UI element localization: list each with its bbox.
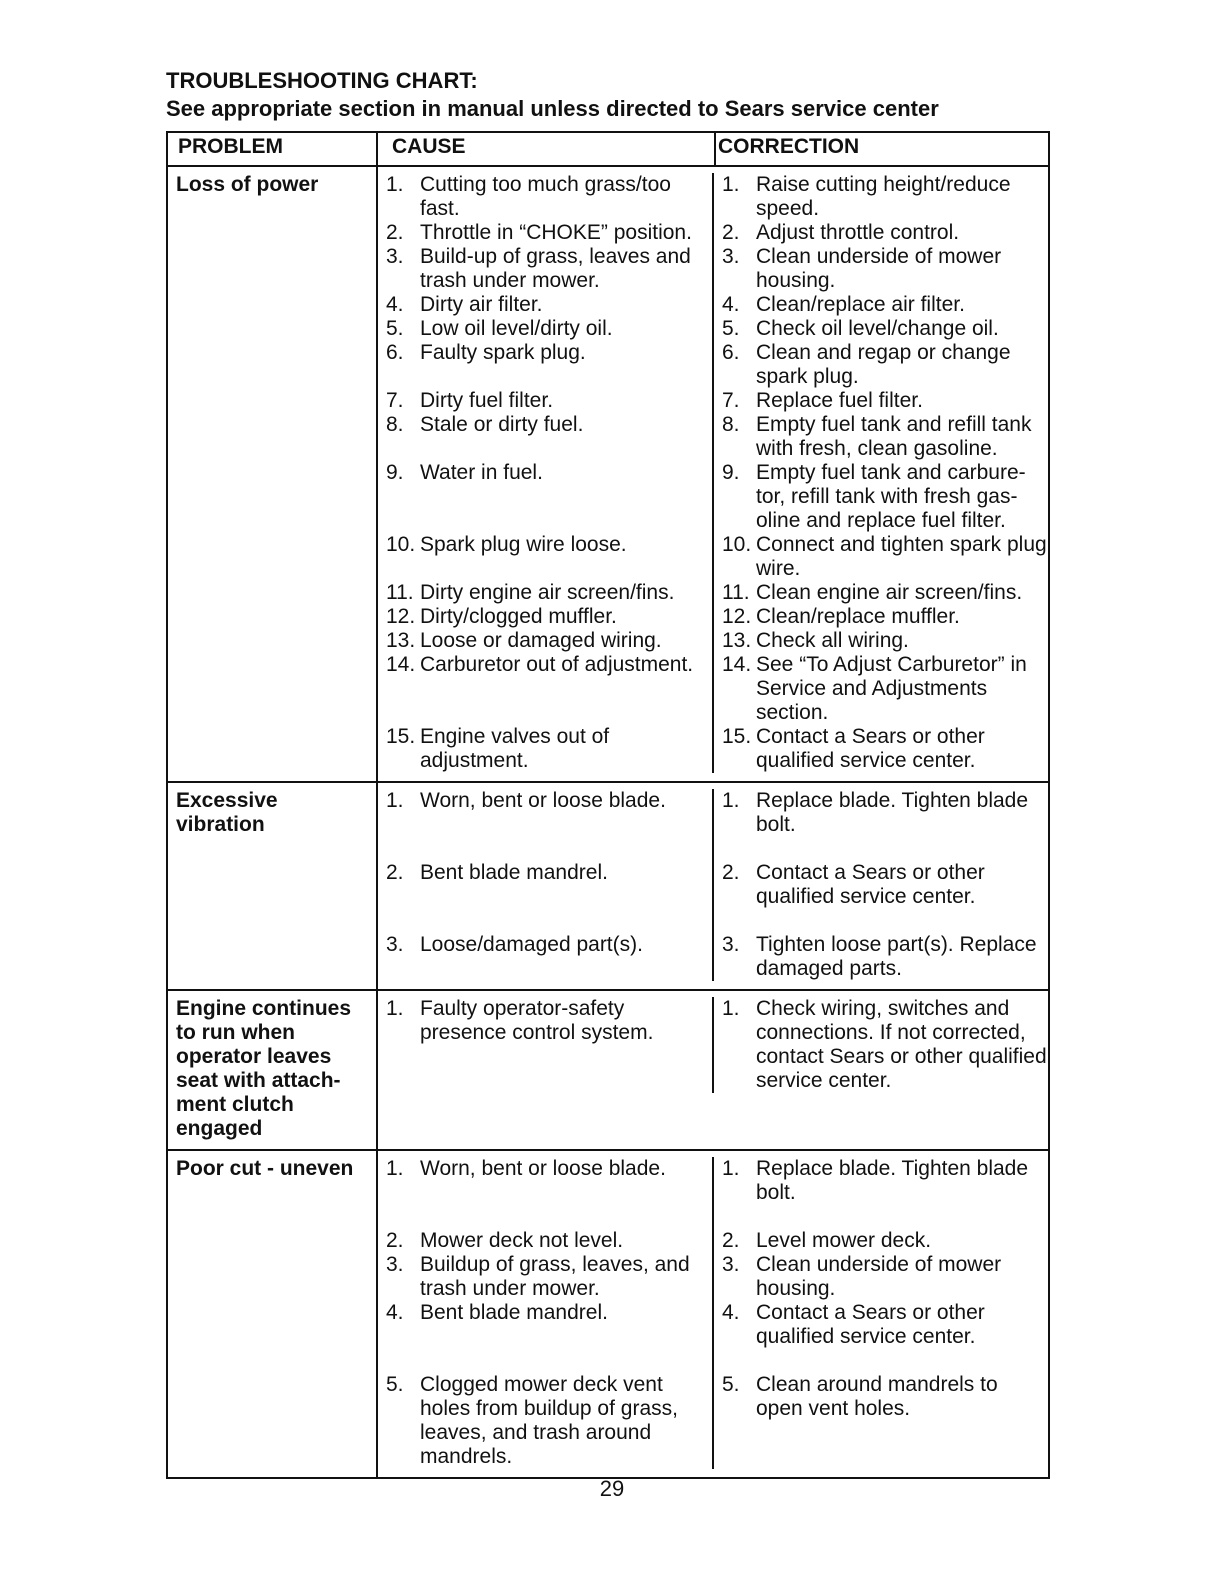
correction-text: Level mower deck. bbox=[756, 1229, 932, 1252]
correction-text: Tighten loose part(s). Replace damaged parts. bbox=[756, 933, 1037, 980]
cause-item bbox=[378, 861, 714, 909]
item-grid bbox=[378, 1157, 1048, 1469]
cause-item bbox=[378, 221, 714, 245]
header-correction: CORRECTION bbox=[715, 132, 1049, 166]
correction-item bbox=[714, 173, 1048, 221]
correction-item bbox=[714, 293, 1048, 317]
correction-item bbox=[714, 1373, 1048, 1469]
correction-text: Clean/replace muffler. bbox=[756, 605, 960, 628]
item-number: 3. bbox=[386, 933, 404, 956]
item-number: 12. bbox=[386, 605, 416, 628]
spacer bbox=[714, 837, 1048, 861]
item-number: 4. bbox=[722, 293, 740, 316]
cause-correction-cell bbox=[377, 782, 1049, 990]
correction-item bbox=[714, 725, 1048, 773]
correction-text: Contact a Sears or other qualified service center. bbox=[756, 861, 985, 908]
correction-item bbox=[714, 341, 1048, 389]
correction-text: Empty fuel tank and refill tank with fresh, clean gasoline. bbox=[756, 413, 1032, 460]
correction-text: Raise cutting height/reduce speed. bbox=[756, 173, 1011, 220]
item-number: 12. bbox=[722, 605, 752, 628]
cause-item bbox=[378, 933, 714, 981]
correction-item bbox=[714, 533, 1048, 581]
correction-text: Adjust throttle control. bbox=[756, 221, 960, 244]
cause-text: Mower deck not level. bbox=[420, 1229, 624, 1252]
header-problem: PROBLEM bbox=[167, 132, 377, 166]
cause-item bbox=[378, 1373, 714, 1469]
item-number: 3. bbox=[722, 245, 740, 268]
correction-item bbox=[714, 317, 1048, 341]
cause-text: Bent blade mandrel. bbox=[420, 861, 608, 884]
cause-text: Cutting too much grass/too fast. bbox=[420, 173, 671, 220]
item-number: 3. bbox=[386, 1253, 404, 1276]
item-number: 8. bbox=[386, 413, 404, 436]
cause-item bbox=[378, 1157, 714, 1205]
item-number: 10. bbox=[386, 533, 416, 556]
item-number: 2. bbox=[722, 861, 740, 884]
cause-text: Faulty operator-safety presence control system. bbox=[420, 997, 654, 1044]
chart-title: TROUBLESHOOTING CHART: bbox=[166, 68, 478, 93]
correction-item bbox=[714, 653, 1048, 725]
item-number: 2. bbox=[386, 221, 404, 244]
item-number: 8. bbox=[722, 413, 740, 436]
item-number: 4. bbox=[386, 293, 404, 316]
cause-item bbox=[378, 997, 714, 1093]
cause-item bbox=[378, 389, 714, 413]
cause-text: Worn, bent or loose blade. bbox=[420, 789, 666, 812]
cause-text: Dirty fuel filter. bbox=[420, 389, 554, 412]
cause-item bbox=[378, 605, 714, 629]
cause-item bbox=[378, 317, 714, 341]
problem-cell: Engine continues to run when operator leaves seat with attach-ment clutch engaged bbox=[167, 990, 377, 1150]
spacer bbox=[378, 837, 714, 861]
cause-text: Bent blade mandrel. bbox=[420, 1301, 608, 1324]
cause-text: Engine valves out of adjustment. bbox=[420, 725, 610, 772]
spacer bbox=[378, 1349, 714, 1373]
correction-item bbox=[714, 861, 1048, 909]
correction-item bbox=[714, 629, 1048, 653]
cause-item bbox=[378, 725, 714, 773]
correction-text: Clean engine air screen/fins. bbox=[756, 581, 1023, 604]
correction-text: Clean/replace air filter. bbox=[756, 293, 965, 316]
page-number: 29 bbox=[599, 1476, 625, 1501]
cause-text: Low oil level/dirty oil. bbox=[420, 317, 613, 340]
item-number: 14. bbox=[722, 653, 752, 676]
item-number: 13. bbox=[722, 629, 752, 652]
correction-item bbox=[714, 413, 1048, 461]
correction-text: Empty fuel tank and carbure-tor, refill tank with fresh gas-oline and replace fuel filter. bbox=[756, 461, 1026, 532]
cause-item bbox=[378, 341, 714, 389]
correction-item bbox=[714, 461, 1048, 533]
cause-text: Dirty engine air screen/fins. bbox=[420, 581, 675, 604]
cause-text: Water in fuel. bbox=[420, 461, 543, 484]
item-number: 1. bbox=[722, 1157, 740, 1180]
cause-text: Buildup of grass, leaves, and trash under mower. bbox=[420, 1253, 690, 1300]
correction-item bbox=[714, 221, 1048, 245]
item-number: 2. bbox=[722, 221, 740, 244]
item-number: 6. bbox=[386, 341, 404, 364]
item-number: 1. bbox=[722, 997, 740, 1020]
spacer bbox=[378, 1205, 714, 1229]
cause-item bbox=[378, 629, 714, 653]
table-row bbox=[167, 1150, 1049, 1478]
correction-text: Check oil level/change oil. bbox=[756, 317, 999, 340]
item-number: 1. bbox=[386, 997, 404, 1020]
correction-text: Clean around mandrels to open vent holes. bbox=[756, 1373, 998, 1420]
cause-item bbox=[378, 1301, 714, 1349]
item-number: 14. bbox=[386, 653, 416, 676]
item-number: 7. bbox=[386, 389, 404, 412]
item-number: 13. bbox=[386, 629, 416, 652]
spacer bbox=[714, 1349, 1048, 1373]
cause-text: Throttle in “CHOKE” position. bbox=[420, 221, 692, 244]
item-number: 15. bbox=[386, 725, 416, 748]
cause-item bbox=[378, 413, 714, 461]
correction-text: Replace blade. Tighten blade bolt. bbox=[756, 789, 1029, 836]
item-grid bbox=[378, 789, 1048, 981]
correction-text: See “To Adjust Carburetor” in Service and Adjustments section. bbox=[756, 653, 1027, 724]
cause-correction-cell bbox=[377, 166, 1049, 782]
item-grid bbox=[378, 173, 1048, 773]
item-number: 1. bbox=[386, 173, 404, 196]
correction-item bbox=[714, 245, 1048, 293]
cause-item bbox=[378, 173, 714, 221]
problem-cell: Poor cut - uneven bbox=[167, 1150, 377, 1478]
problem-cell: Loss of power bbox=[167, 166, 377, 782]
correction-text: Replace fuel filter. bbox=[756, 389, 923, 412]
table-row bbox=[167, 166, 1049, 782]
correction-item bbox=[714, 1157, 1048, 1205]
item-number: 1. bbox=[386, 789, 404, 812]
item-number: 5. bbox=[722, 317, 740, 340]
item-number: 11. bbox=[386, 581, 414, 604]
correction-text: Clean underside of mower housing. bbox=[756, 245, 1002, 292]
cause-item bbox=[378, 581, 714, 605]
header-cause: CAUSE bbox=[377, 132, 715, 166]
cause-text: Dirty/clogged muffler. bbox=[420, 605, 617, 628]
item-number: 3. bbox=[722, 1253, 740, 1276]
cause-text: Clogged mower deck vent holes from buildup of grass, leaves, and trash around mandrels. bbox=[420, 1373, 678, 1468]
correction-item bbox=[714, 1229, 1048, 1253]
item-number: 2. bbox=[386, 1229, 404, 1252]
cause-text: Dirty air filter. bbox=[420, 293, 543, 316]
spacer bbox=[714, 1205, 1048, 1229]
item-number: 7. bbox=[722, 389, 740, 412]
correction-item bbox=[714, 1301, 1048, 1349]
correction-text: Clean and regap or change spark plug. bbox=[756, 341, 1011, 388]
cause-item bbox=[378, 653, 714, 725]
correction-item bbox=[714, 389, 1048, 413]
correction-text: Clean underside of mower housing. bbox=[756, 1253, 1002, 1300]
item-number: 11. bbox=[722, 581, 750, 604]
cause-text: Spark plug wire loose. bbox=[420, 533, 627, 556]
spacer bbox=[378, 909, 714, 933]
correction-text: Check all wiring. bbox=[756, 629, 909, 652]
item-number: 5. bbox=[722, 1373, 740, 1396]
table-row bbox=[167, 782, 1049, 990]
correction-text: Check wiring, switches and connections. If not corrected, contact Sears or other qualified service center. bbox=[756, 997, 1047, 1092]
correction-item bbox=[714, 581, 1048, 605]
item-number: 9. bbox=[722, 461, 740, 484]
correction-item bbox=[714, 605, 1048, 629]
header-row bbox=[167, 132, 1049, 166]
correction-item bbox=[714, 1253, 1048, 1301]
item-grid bbox=[378, 997, 1048, 1093]
item-number: 5. bbox=[386, 1373, 404, 1396]
item-number: 6. bbox=[722, 341, 740, 364]
cause-item bbox=[378, 789, 714, 837]
correction-text: Contact a Sears or other qualified service center. bbox=[756, 1301, 985, 1348]
correction-text: Replace blade. Tighten blade bolt. bbox=[756, 1157, 1029, 1204]
cause-item bbox=[378, 1229, 714, 1253]
item-number: 1. bbox=[386, 1157, 404, 1180]
item-number: 9. bbox=[386, 461, 404, 484]
item-number: 3. bbox=[386, 245, 404, 268]
item-number: 2. bbox=[722, 1229, 740, 1252]
item-number: 5. bbox=[386, 317, 404, 340]
cause-text: Carburetor out of adjustment. bbox=[420, 653, 694, 676]
item-number: 4. bbox=[386, 1301, 404, 1324]
table-row bbox=[167, 990, 1049, 1150]
correction-text: Contact a Sears or other qualified service center. bbox=[756, 725, 985, 772]
cause-correction-cell bbox=[377, 990, 1049, 1150]
item-number: 3. bbox=[722, 933, 740, 956]
item-number: 15. bbox=[722, 725, 752, 748]
correction-item bbox=[714, 933, 1048, 981]
correction-item bbox=[714, 997, 1048, 1093]
cause-text: Build-up of grass, leaves and trash under mower. bbox=[420, 245, 691, 292]
cause-item bbox=[378, 293, 714, 317]
problem-cell: Excessive vibration bbox=[167, 782, 377, 990]
cause-item bbox=[378, 461, 714, 533]
cause-item bbox=[378, 533, 714, 581]
cause-item bbox=[378, 245, 714, 293]
cause-item bbox=[378, 1253, 714, 1301]
cause-text: Loose/damaged part(s). bbox=[420, 933, 643, 956]
cause-text: Faulty spark plug. bbox=[420, 341, 586, 364]
correction-text: Connect and tighten spark plug wire. bbox=[756, 533, 1047, 580]
cause-text: Loose or damaged wiring. bbox=[420, 629, 662, 652]
cause-text: Worn, bent or loose blade. bbox=[420, 1157, 666, 1180]
cause-correction-cell bbox=[377, 1150, 1049, 1478]
item-number: 1. bbox=[722, 789, 740, 812]
troubleshooting-table bbox=[166, 131, 1050, 1479]
item-number: 10. bbox=[722, 533, 752, 556]
chart-subtitle: See appropriate section in manual unless directed to Sears service center bbox=[166, 96, 939, 121]
item-number: 4. bbox=[722, 1301, 740, 1324]
correction-item bbox=[714, 789, 1048, 837]
item-number: 1. bbox=[722, 173, 740, 196]
cause-text: Stale or dirty fuel. bbox=[420, 413, 584, 436]
spacer bbox=[714, 909, 1048, 933]
item-number: 2. bbox=[386, 861, 404, 884]
